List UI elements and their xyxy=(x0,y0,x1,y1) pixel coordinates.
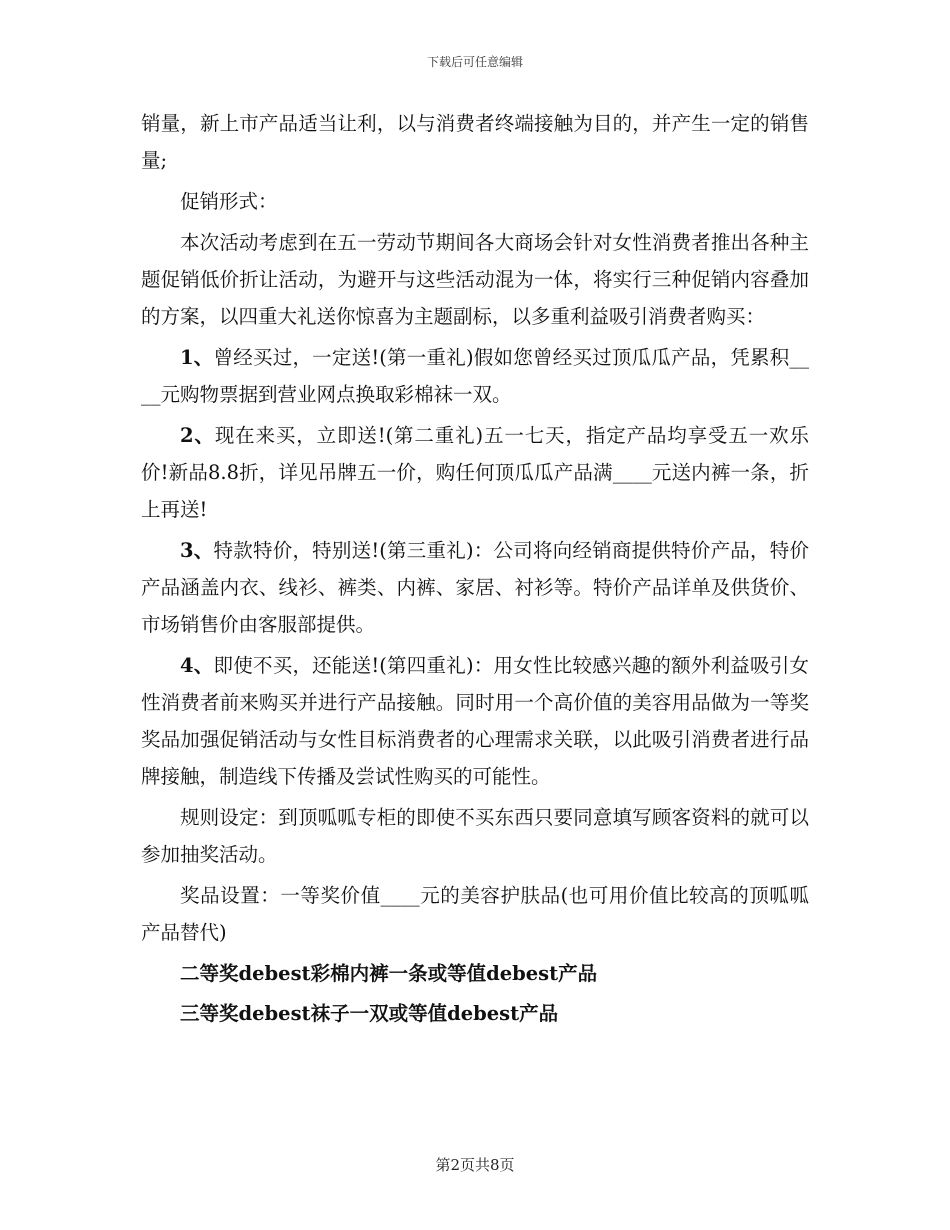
document-body xyxy=(141,105,809,1035)
paragraph-sales-goal: 销量，新上市产品适当让利，以与消费者终端接触为目的，并产生一定的销售量; xyxy=(141,112,809,172)
paragraph-rules: 规则设定：到顶呱呱专柜的即使不买东西只要同意填写顾客资料的就可以参加抽奖活动。 xyxy=(141,806,809,866)
list-item-gift-4 xyxy=(141,647,809,795)
list-item-text: 现在来买，立即送!(第二重礼)五一七天，指定产品均享受五一欢乐价!新品8.8折，详见吊牌五一价，购任何顶瓜瓜产品满____元送内裤一条，折上再送! xyxy=(141,424,809,521)
list-marker: 3、 xyxy=(180,539,214,562)
paragraph-promo-form-heading: 促销形式： xyxy=(180,190,278,213)
list-item-gift-2 xyxy=(141,417,809,528)
page-footer: 第2页共8页 xyxy=(435,1156,515,1174)
list-marker: 4、 xyxy=(180,654,214,677)
list-item-gift-3 xyxy=(141,532,809,643)
prize-third: 三等奖debest袜子一双或等值debest产品 xyxy=(180,1002,559,1025)
prize-second: 二等奖debest彩棉内裤一条或等值debest产品 xyxy=(180,962,598,985)
paragraph-prize-setup: 奖品设置：一等奖价值____元的美容护肤品(也可用价值比较高的顶呱呱产品替代) xyxy=(141,884,809,944)
page-header: 下载后可任意编辑 xyxy=(426,55,523,69)
list-item-text: 即使不买，还能送!(第四重礼)：用女性比较感兴趣的额外利益吸引女性消费者前来购买并进行产品接触。同时用一个高价值的美容用品做为一等奖奖品加强促销活动与女性目标消费者的心理需求关联，以此吸引消费者进行品牌接触，制造线下传播及尝试性购买的可能性。 xyxy=(141,654,809,788)
list-item-gift-1 xyxy=(141,339,809,413)
list-item-text: 曾经买过，一定送!(第一重礼)假如您曾经买过顶瓜瓜产品，凭累积____元购物票据到营业网点换取彩棉袜一双。 xyxy=(141,346,809,406)
list-marker: 1、 xyxy=(180,346,214,369)
list-marker: 2、 xyxy=(180,424,215,447)
list-item-text: 特款特价，特别送!(第三重礼)：公司将向经销商提供特价产品，特价产品涵盖内衣、线衫、裤类、内裤、家居、衬衫等。特价产品详单及供货价、市场销售价由客服部提供。 xyxy=(141,539,809,636)
paragraph-activity-intro: 本次活动考虑到在五一劳动节期间各大商场会针对女性消费者推出各种主题促销低价折让活动，为避开与这些活动混为一体，将实行三种促销内容叠加的方案，以四重大礼送你惊喜为主题副标，以多重利益吸引消费者购买： xyxy=(141,231,809,328)
